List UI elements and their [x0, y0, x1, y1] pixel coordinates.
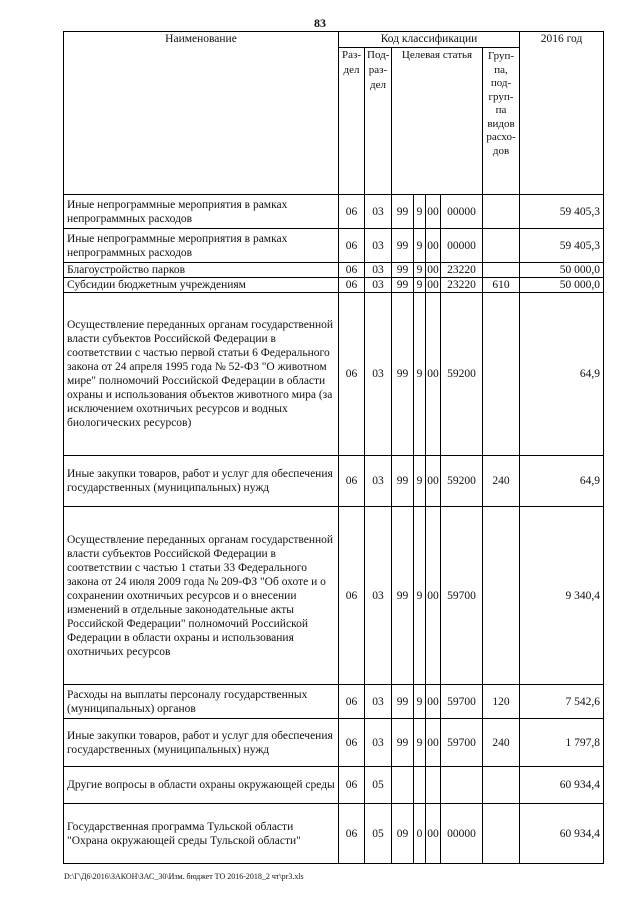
row-target-2 — [414, 767, 426, 804]
row-amount: 59 405,3 — [520, 195, 604, 229]
row-group — [483, 507, 520, 685]
row-target-4: 59700 — [441, 719, 483, 767]
row-target-2: 9 — [414, 456, 426, 507]
row-target-4: 23220 — [441, 263, 483, 278]
row-amount: 64,9 — [520, 293, 604, 456]
row-razdel: 06 — [339, 507, 365, 685]
row-target-3: 00 — [427, 279, 439, 291]
row-name: Другие вопросы в области охраны окружающей среды — [64, 767, 339, 804]
row-target-1: 09 — [392, 804, 414, 864]
table-row — [64, 767, 604, 804]
row-podrazdel: 03 — [365, 293, 392, 456]
row-target-3: 00 — [426, 804, 441, 864]
row-razdel: 06 — [339, 293, 365, 456]
row-target-1: 99 — [392, 719, 414, 767]
row-target-1: 99 — [392, 293, 414, 456]
row-group: 120 — [483, 685, 520, 719]
header-name: Наименование — [64, 32, 339, 195]
row-podrazdel: 03 — [365, 278, 392, 293]
row-razdel: 06 — [339, 263, 365, 278]
row-target-3: 00 — [426, 685, 441, 719]
row-amount: 64,9 — [520, 456, 604, 507]
row-target-1: 99 — [392, 195, 414, 229]
row-podrazdel: 03 — [365, 507, 392, 685]
row-amount: 9 340,4 — [520, 507, 604, 685]
row-target-2: 9 — [414, 278, 426, 293]
row-podrazdel: 05 — [365, 804, 392, 864]
table-row — [64, 719, 604, 767]
row-target-1: 99 — [392, 229, 414, 263]
row-podrazdel: 03 — [365, 195, 392, 229]
row-razdel: 06 — [339, 685, 365, 719]
table-row — [64, 507, 604, 685]
row-group — [483, 804, 520, 864]
row-podrazdel: 03 — [365, 719, 392, 767]
row-target-2: 9 — [414, 229, 426, 263]
row-target-4: 00000 — [441, 229, 483, 263]
row-target-2: 0 — [414, 804, 426, 864]
header-razdel: Раз-дел — [339, 48, 365, 195]
row-name: Иные непрограммные мероприятия в рамках непрограммных расходов — [64, 229, 339, 263]
row-group — [483, 229, 520, 263]
row-amount: 50 000,0 — [520, 278, 604, 293]
row-target-4: 00000 — [441, 804, 483, 864]
row-podrazdel: 03 — [365, 263, 392, 278]
header-target: Целевая статья — [392, 48, 483, 195]
row-amount: 7 542,6 — [520, 685, 604, 719]
table-row — [64, 278, 604, 293]
table-row — [64, 195, 604, 229]
row-target-4: 00000 — [441, 195, 483, 229]
row-amount: 1 797,8 — [520, 719, 604, 767]
row-amount: 59 405,3 — [520, 229, 604, 263]
row-target-1: 99 — [392, 456, 414, 507]
row-target-3 — [426, 767, 441, 804]
row-target-2: 9 — [414, 293, 426, 456]
row-name: Осуществление переданных органам государственной власти субъектов Российской Федерации в соответствии с частью 1 статьи 33 Федерального закона от 24 июля 2009 года № 209-ФЗ "Об охоте и о сохранении охотничьих ресурсов и о внесении изменений в отдельные законодательные акты Российской Федерации" полномочий Российской Федерации в области охраны и использования охотничьих ресурсов — [64, 507, 339, 685]
row-group: 610 — [483, 278, 520, 293]
row-podrazdel: 03 — [365, 456, 392, 507]
header-podrazdel: Под-раз-дел — [365, 48, 392, 195]
row-group: 240 — [483, 719, 520, 767]
row-target-3: 00 — [426, 229, 441, 263]
row-target-4: 23220 — [441, 278, 483, 293]
row-target-4 — [441, 767, 483, 804]
header-row-1 — [64, 32, 604, 48]
row-amount: 60 934,4 — [520, 804, 604, 864]
row-target-1: 99 — [392, 263, 414, 278]
row-name: Осуществление переданных органам государственной власти субъектов Российской Федерации в соответствии с частью первой статьи 6 Федерального закона от 24 апреля 1995 года № 52-ФЗ "О животном мире" полномочий Российской Федерации в области охраны и использования объектов животного мира (за исключением охотничьих ресурсов и водных биологических ресурсов) — [64, 293, 339, 456]
row-group — [483, 293, 520, 456]
row-razdel: 06 — [339, 229, 365, 263]
row-name: Субсидии бюджетным учреждениям — [64, 278, 339, 293]
row-razdel: 06 — [339, 767, 365, 804]
row-razdel: 06 — [339, 719, 365, 767]
table-row — [64, 685, 604, 719]
row-target-3: 00 — [426, 507, 441, 685]
row-name: Благоустройство парков — [64, 263, 339, 278]
row-target-3: 00 — [426, 293, 441, 456]
row-name: Иные закупки товаров, работ и услуг для обеспечения государственных (муниципальных) нужд — [64, 456, 339, 507]
file-path-footer: D:\Г\Д6\2016\ЗАКОН\ЗАС_30\Изм. бюджет ТО 2016-2018_2 чт\pr3.xls — [64, 872, 304, 881]
row-amount: 60 934,4 — [520, 767, 604, 804]
row-podrazdel: 05 — [365, 767, 392, 804]
page-number: 83 — [314, 16, 326, 30]
row-name: Иные закупки товаров, работ и услуг для обеспечения государственных (муниципальных) нужд — [64, 719, 339, 767]
row-group — [483, 767, 520, 804]
row-target-2: 9 — [414, 507, 426, 685]
row-target-3: 00 — [426, 195, 441, 229]
row-name: Иные непрограммные мероприятия в рамках непрограммных расходов — [64, 195, 339, 229]
table-row — [64, 263, 604, 278]
row-name: Расходы на выплаты персоналу государственных (муниципальных) органов — [64, 685, 339, 719]
header-code-classification: Код классификации — [339, 32, 520, 48]
row-target-1 — [392, 767, 414, 804]
row-group: 240 — [483, 456, 520, 507]
row-razdel: 06 — [339, 804, 365, 864]
row-group — [483, 195, 520, 229]
row-razdel: 06 — [339, 195, 365, 229]
row-target-1: 99 — [392, 685, 414, 719]
row-amount: 50 000,0 — [520, 263, 604, 278]
header-year: 2016 год — [520, 32, 604, 195]
row-target-4: 59700 — [441, 507, 483, 685]
row-target-1: 99 — [392, 507, 414, 685]
row-target-1: 99 — [392, 278, 414, 293]
row-target-4: 59700 — [441, 685, 483, 719]
row-podrazdel: 03 — [365, 685, 392, 719]
row-target-2: 9 — [414, 685, 426, 719]
table-row — [64, 456, 604, 507]
row-target-4: 59200 — [441, 456, 483, 507]
row-name: Государственная программа Тульской области "Охрана окружающей среды Тульской области" — [64, 804, 339, 864]
row-target-2: 9 — [414, 195, 426, 229]
row-podrazdel: 03 — [365, 229, 392, 263]
row-razdel: 06 — [339, 278, 365, 293]
row-target-4: 59200 — [441, 293, 483, 456]
row-target-2: 9 — [414, 719, 426, 767]
row-target-3: 00 — [426, 456, 441, 507]
table-row — [64, 229, 604, 263]
row-target-2: 9 — [414, 263, 426, 278]
table-row — [64, 804, 604, 864]
row-razdel: 06 — [339, 456, 365, 507]
row-target-3: 00 — [426, 719, 441, 767]
row-target-3: 00 — [427, 264, 439, 276]
table-row — [64, 293, 604, 456]
budget-table — [63, 31, 604, 864]
row-group — [483, 263, 520, 278]
header-group: Груп-па, под-груп-па видов расхо-дов — [483, 48, 520, 195]
